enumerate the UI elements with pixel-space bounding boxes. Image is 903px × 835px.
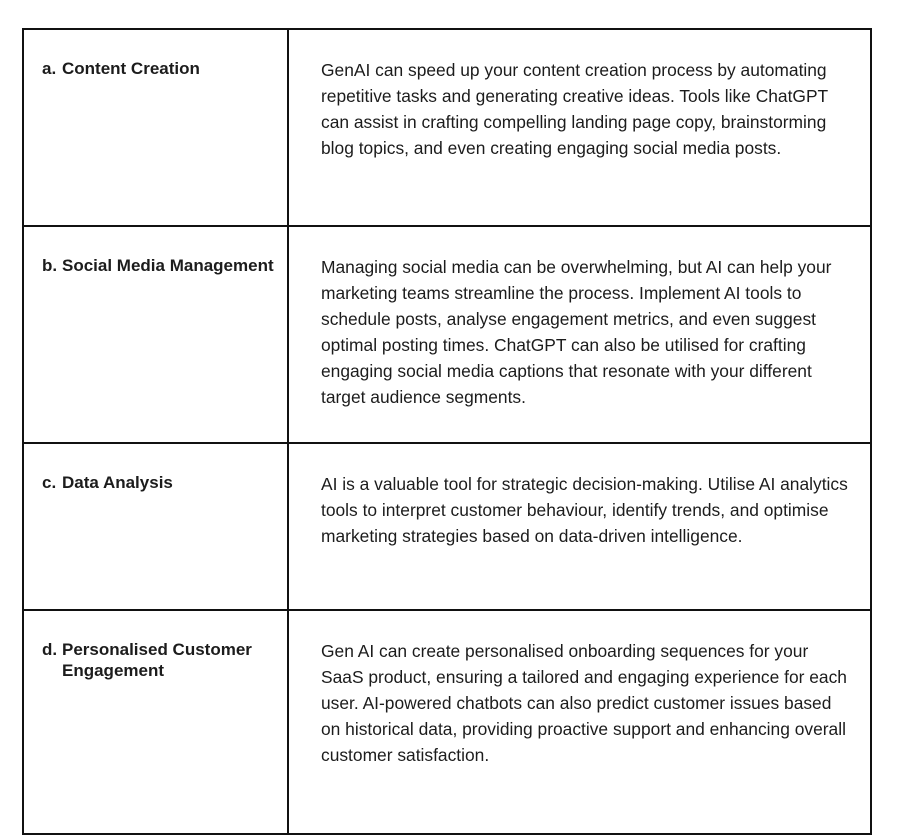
table-row: [23, 29, 871, 226]
use-case-title: Content Creation: [62, 59, 200, 78]
use-case-table: [22, 28, 872, 835]
use-case-label-cell: [23, 443, 288, 610]
use-case-title: Personalised Customer Engagement: [62, 640, 252, 680]
use-case-description: AI is a valuable tool for strategic decision-making. Utilise AI analytics tools to interpret customer behaviour, identify trends, and optimise marketing strategies based on data-driven intelligence.: [288, 443, 871, 610]
use-case-title: Social Media Management: [62, 256, 274, 275]
use-case-description: Managing social media can be overwhelming, but AI can help your marketing teams streamline the process. Implement AI tools to schedule posts, analyse engagement metrics, and even suggest optimal posting times. ChatGPT can also be utilised for crafting engaging social media captions that resonate with your different target audience segments.: [288, 226, 871, 443]
table-row: [23, 610, 871, 834]
use-case-description: Gen AI can create personalised onboarding sequences for your SaaS product, ensuring a tailored and engaging experience for each user. AI-powered chatbots can also predict customer issues based on historical data, providing proactive support and enhancing overall customer satisfaction.: [288, 610, 871, 834]
table-row: [23, 226, 871, 443]
use-case-letter: b.: [42, 256, 58, 275]
use-case-label-cell: [23, 610, 288, 834]
use-case-label-cell: [23, 226, 288, 443]
use-case-letter: c.: [42, 473, 57, 492]
use-case-label-cell: [23, 29, 288, 226]
table-row: [23, 443, 871, 610]
use-case-description: GenAI can speed up your content creation process by automating repetitive tasks and generating creative ideas. Tools like ChatGPT can assist in crafting compelling landing page copy, brainstorming blog topics, and even creating engaging social media posts.: [288, 29, 871, 226]
use-case-letter: d.: [42, 640, 58, 659]
use-case-title: Data Analysis: [62, 473, 173, 492]
use-case-letter: a.: [42, 59, 57, 78]
